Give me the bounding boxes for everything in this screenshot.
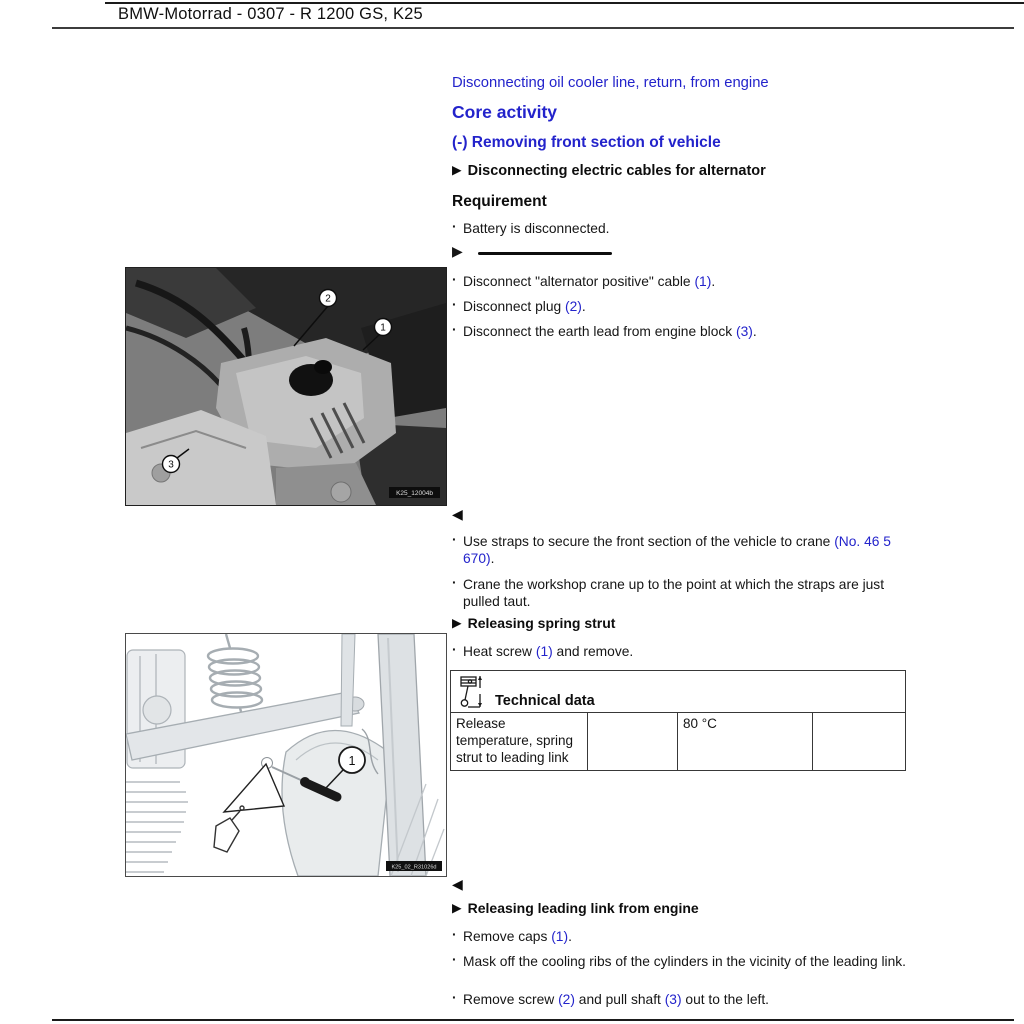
bullet-dot: · xyxy=(452,926,457,942)
bullet-dot: · xyxy=(452,296,457,312)
header-rule xyxy=(52,27,1014,29)
text-segment: and pull shaft xyxy=(574,992,665,1007)
callout-2: 2 xyxy=(325,293,331,305)
bullet-battery xyxy=(452,220,921,237)
bullet-use-straps xyxy=(452,533,921,567)
bullet-remove-caps xyxy=(452,928,921,945)
text-segment: Use straps to secure the front section of the vehicle to crane xyxy=(463,534,835,549)
td-cell-empty-2 xyxy=(813,713,905,770)
back-marker-2[interactable] xyxy=(452,876,910,893)
bullet-text xyxy=(463,954,906,969)
text-segment: . xyxy=(490,551,495,566)
requirement-heading: Requirement xyxy=(452,193,547,210)
bullet-text xyxy=(463,644,633,659)
text-segment: . xyxy=(752,324,757,339)
bullet-dot: · xyxy=(452,321,457,337)
step-title-leading-link xyxy=(452,900,910,918)
reference-link[interactable]: (3) xyxy=(664,992,682,1007)
technical-data-table xyxy=(450,670,906,771)
text-segment: Remove caps xyxy=(463,929,552,944)
front-section-line-art xyxy=(126,634,446,876)
text-segment: Remove screw xyxy=(463,992,559,1007)
text-segment: Disconnect "alternator positive" cable xyxy=(463,274,695,289)
callout-3: 3 xyxy=(168,459,174,471)
callout-1: 1 xyxy=(348,754,356,768)
figure1-watermark: K25_12004b xyxy=(396,490,433,497)
td-cell-empty-1 xyxy=(588,713,678,770)
callout-1: 1 xyxy=(380,322,386,334)
text-segment: . xyxy=(581,299,586,314)
figure2-watermark: K25_02_R31026d xyxy=(391,864,437,871)
bullet-dot: · xyxy=(452,531,457,547)
text-segment: and remove. xyxy=(552,644,634,659)
bullet-dot: · xyxy=(452,271,457,287)
back-marker-1[interactable] xyxy=(452,506,910,523)
text-segment: Disconnect plug xyxy=(463,299,566,314)
procedure-heading[interactable]: (-) Removing front section of vehicle xyxy=(452,134,721,151)
text-segment: Heat screw xyxy=(463,644,536,659)
bullet-dot: · xyxy=(452,218,457,234)
step-title-spring-strut xyxy=(452,615,910,633)
bullet-dot: · xyxy=(452,641,457,657)
bullet-disconnect-cable xyxy=(452,273,921,290)
reference-link[interactable]: (No. 46 5 670) xyxy=(463,534,891,566)
piston-icon xyxy=(458,674,492,710)
technical-data-row xyxy=(451,713,905,770)
bullet-dot: · xyxy=(452,989,457,1005)
text-segment: out to the left. xyxy=(681,992,770,1007)
bullet-crane-taut xyxy=(452,576,921,610)
text-segment: Disconnect the earth lead from engine block xyxy=(463,324,737,339)
bullet-text xyxy=(463,324,757,339)
forward-triangle-icon: ▶ xyxy=(452,163,462,177)
step-title-alternator xyxy=(452,163,910,180)
bullet-disconnect-plug xyxy=(452,298,921,315)
text-segment: . xyxy=(711,274,716,289)
forward-triangle-icon: ▶ xyxy=(452,616,462,630)
step-separator xyxy=(452,244,910,261)
reference-link[interactable]: (2) xyxy=(565,299,582,314)
bullet-text: Battery is disconnected. xyxy=(463,221,610,236)
bullet-disconnect-earth xyxy=(452,323,921,340)
figure-alternator-photo xyxy=(125,267,447,506)
back-triangle-icon: ◀ xyxy=(452,876,463,892)
bullet-dot: · xyxy=(452,951,457,967)
technical-data-title: Technical data xyxy=(495,693,595,709)
text-segment: Mask off the cooling ribs of the cylinders in the vicinity of the leading link. xyxy=(463,954,907,969)
bottom-rule xyxy=(52,1019,1014,1021)
td-cell-label: Release temperature, spring strut to leading link xyxy=(451,713,588,770)
reference-link[interactable]: (1) xyxy=(551,929,569,944)
bullet-text xyxy=(463,577,884,609)
page-title: BMW-Motorrad - 0307 - R 1200 GS, K25 xyxy=(118,5,423,23)
figure-spring-strut-illustration xyxy=(125,633,447,877)
step-separator-line xyxy=(478,252,612,256)
step-title-text: Releasing spring strut xyxy=(467,615,616,631)
top-rule xyxy=(105,2,1024,4)
technical-data-header xyxy=(451,671,905,713)
bullet-remove-screw xyxy=(452,991,921,1008)
forward-triangle-icon: ▶ xyxy=(452,901,462,915)
step-title-text: Disconnecting electric cables for alternator xyxy=(467,163,766,179)
back-triangle-icon: ◀ xyxy=(452,506,463,522)
alternator-photo-illustration xyxy=(126,268,446,505)
bullet-dot: · xyxy=(452,574,457,590)
reference-link[interactable]: (2) xyxy=(558,992,575,1007)
bullet-text xyxy=(463,992,769,1007)
bullet-text xyxy=(463,299,586,314)
bullet-text xyxy=(463,274,715,289)
bullet-mask-ribs xyxy=(452,953,921,970)
forward-triangle-icon: ▶ xyxy=(452,243,463,259)
reference-link[interactable]: (1) xyxy=(694,274,712,289)
bullet-heat-screw xyxy=(452,643,921,660)
breadcrumb-link[interactable]: Disconnecting oil cooler line, return, from engine xyxy=(452,75,769,91)
reference-link[interactable]: (3) xyxy=(736,324,753,339)
step-title-text: Releasing leading link from engine xyxy=(467,900,699,916)
core-activity-heading: Core activity xyxy=(452,102,558,122)
text-segment: Crane the workshop crane up to the point at which the straps are just pulled taut. xyxy=(463,577,885,609)
reference-link[interactable]: (1) xyxy=(535,644,553,659)
text-segment: . xyxy=(568,929,572,944)
td-cell-value: 80 °C xyxy=(678,713,813,770)
bullet-text xyxy=(463,534,891,566)
bullet-text xyxy=(463,929,572,944)
